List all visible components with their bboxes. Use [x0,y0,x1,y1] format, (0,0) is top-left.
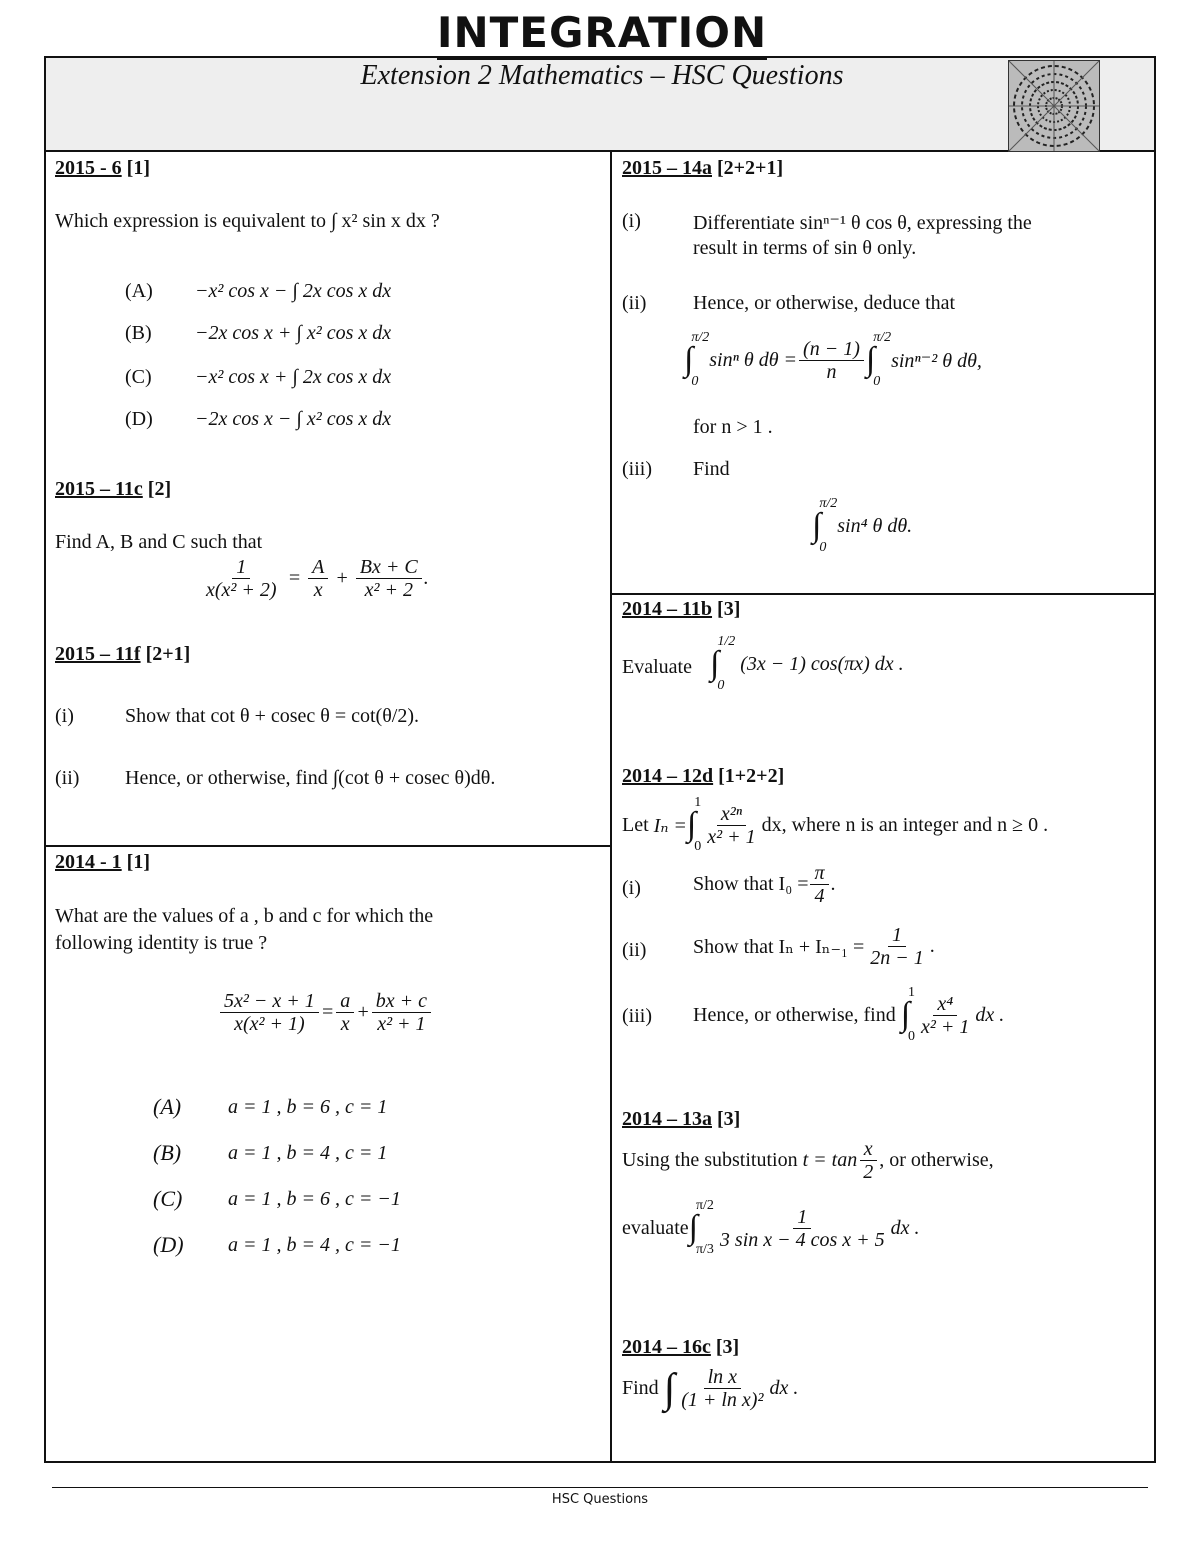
integral-sign: ∫ [686,806,697,843]
part-text: Hence, or otherwise, find ∫(cot θ + cosec θ)dθ. [125,767,496,789]
option-a-letter: (A) [125,280,153,302]
question-text: What are the values of a , b and c for which the [55,905,434,927]
integral-expression: evaluate ∫ π/2 π/3 $\frac{1}{\text{3 sin x − 4 cos x + 5}}$ dx . [622,1198,920,1257]
integral-sign: ∫ [684,341,694,378]
right-section-divider [610,593,1156,595]
question-header: 2014 – 16c [3] [622,1336,740,1358]
page-title: INTEGRATION [0,8,1200,57]
part-number: (iii) [622,1005,652,1027]
integral-sign: ∫ [865,341,876,378]
question-header: 2014 – 12d [1+2+2] [622,765,785,787]
part-text: Show that Iₙ + Iₙ₋₁ = $\frac{1}{2n - 1}$ . [693,924,935,969]
integral-expression: ∫ π/2 0 sin⁴ θ dθ. [812,496,913,555]
footer-rule [52,1487,1148,1488]
option-d-letter: (D) [125,408,153,430]
option-c-letter: (C) [125,366,152,388]
question-text: Evaluate [622,656,692,678]
identity-equation: $\frac{\text{5x² − x + 1}}{\text{x(x² + 1)}}$ = $\frac{a}{x}$ + $\frac{bx + c}{\text{x² + 1}}$ [218,990,433,1035]
part-text: Differentiate sinⁿ⁻¹ θ cos θ, expressing the [693,212,1032,234]
part-number: (ii) [622,292,647,314]
option-c-expr: a = 1 , b = 6 , c = −1 [228,1188,401,1210]
part-number: (i) [55,705,74,727]
part-number: (ii) [622,939,647,961]
option-a-expr: −x² cos x − ∫ 2x cos x dx [195,280,392,302]
page-frame [44,56,1156,1463]
option-d-letter: (D) [153,1232,184,1257]
integral-sign: ∫ [710,645,720,682]
part-text: result in terms of sin θ only. [693,237,917,259]
question-text: Using the substitution t = tan $\frac{x}{2}$ , or otherwise, [622,1138,994,1183]
partial-fraction-equation: $\frac{1}{\text{x(x² + 2)}}$ = $\frac{A}{x}$ + $\frac{Bx + C}{\text{x² + 2}}$ . [206,556,429,601]
question-header: 2015 – 11c [2] [55,478,172,500]
part-text: Show that I₀ = $\frac{\pi}{4}$ . [693,862,836,907]
question-text: following identity is true ? [55,932,268,954]
question-header: 2015 - 6 [1] [55,157,150,179]
part-text: Hence, or otherwise, find ∫ 1 0 $\frac{\text{x⁴}}{\text{x² + 1}}$ dx . [693,985,1005,1044]
part-number: (iii) [622,458,652,480]
reduction-formula: ∫ π/2 0 sinⁿ θ dθ = $\frac{(n - 1)}{n}$ ∫ π/2 0 sinⁿ⁻² θ dθ, [684,330,982,389]
integral-expression: Find ∫ $\frac{\text{ln x}}{\text{(1 + ln x)²}}$ dx . [622,1365,799,1412]
page-subtitle: Extension 2 Mathematics – HSC Questions [360,60,844,91]
integral-expression: ∫ 1/2 0 (3x − 1) cos(πx) dx . [710,634,904,693]
part-number: (ii) [55,767,80,789]
option-b-expr: a = 1 , b = 4 , c = 1 [228,1142,388,1164]
option-d-expr: a = 1 , b = 4 , c = −1 [228,1234,401,1256]
option-d-expr: −2x cos x − ∫ x² cos x dx [195,408,392,430]
option-b-letter: (B) [125,322,152,344]
left-section-divider [44,845,612,847]
question-text: Find A, B and C such that [55,531,263,553]
question-header: 2014 – 11b [3] [622,598,741,620]
part-text: Hence, or otherwise, deduce that [693,292,956,314]
question-header: 2015 – 14a [2+2+1] [622,157,784,179]
integral-sign: ∫ [688,1209,698,1246]
option-c-expr: −x² cos x + ∫ 2x cos x dx [195,366,392,388]
integral-sign: ∫ [900,996,911,1033]
page-footer: HSC Questions [551,1492,649,1507]
part-number: (i) [622,877,641,899]
option-b-letter: (B) [153,1140,182,1165]
question-header: 2014 - 1 [1] [55,851,150,873]
question-header: 2015 – 11f [2+1] [55,643,191,665]
question-header: 2014 – 13a [3] [622,1108,741,1130]
integral-sign: ∫ [663,1365,676,1412]
part-text: Show that cot θ + cosec θ = cot(θ/2). [125,705,420,727]
option-c-letter: (C) [153,1186,183,1211]
question-text: Which expression is equivalent to ∫ x² sin x dx ? [55,210,440,232]
option-a-letter: (A) [153,1094,182,1119]
column-divider [610,150,612,1462]
part-text: Find [693,458,730,480]
option-b-expr: −2x cos x + ∫ x² cos x dx [195,322,392,344]
option-a-expr: a = 1 , b = 6 , c = 1 [228,1096,388,1118]
integral-sign: ∫ [812,507,822,544]
part-number: (i) [622,210,641,232]
definition-line: Let Iₙ = ∫ 1 0 $\frac{\text{x²ⁿ}}{\text{x² + 1}}$ dx, where n is an integer and n ≥ 0 . [622,795,1049,854]
condition-text: for n > 1 . [693,416,773,438]
